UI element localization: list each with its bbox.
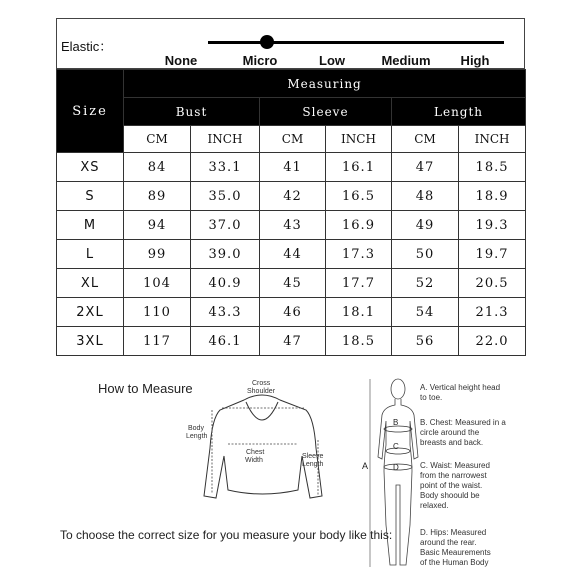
table-row [57,327,526,356]
shirt-outline [204,395,322,498]
measurement-cell: 20.5 [459,269,526,298]
measurement-cell: 33.1 [191,153,260,182]
body-length-label-2: Length [186,433,208,440]
measurement-cell: 41 [260,153,326,182]
measurement-cell: 43 [260,211,326,240]
sleeve-length-label-2: Length [302,461,324,468]
size-column-header: Size [57,70,124,153]
measurement-cell: 16.9 [326,211,392,240]
measurement-cell: 54 [392,298,459,327]
measurement-cell: 44 [260,240,326,269]
sleeve-length-label-1: Sleeve [302,453,324,460]
measurement-cell: 18.5 [326,327,392,356]
size-chart-table [56,69,526,356]
sleeve-header: Sleeve [260,98,392,126]
elastic-option-low: Low [319,53,345,68]
garment-diagram [182,378,342,518]
size-cell: S [57,182,124,211]
measurement-cell: 37.0 [191,211,260,240]
measurement-cell: 19.3 [459,211,526,240]
elastic-label: Elastic： [61,39,113,54]
body-length-label-1: Body [188,425,204,432]
bust-header: Bust [124,98,260,126]
elastic-panel [56,18,525,69]
note-chest: B. Chest: Measured in a circle around the breasts and back. [420,418,506,447]
measurement-cell: 84 [124,153,191,182]
measurement-cell: 47 [260,327,326,356]
note-hips: D. Hips: Measured around the rear. Basic Meaurements of the Human Body [420,528,491,567]
size-cell: M [57,211,124,240]
neckline [246,402,278,420]
unit-header: CM [124,126,191,153]
unit-header: CM [260,126,326,153]
measurement-cell: 46.1 [191,327,260,356]
measurement-cell: 47 [392,153,459,182]
table-row [57,269,526,298]
measurement-cell: 46 [260,298,326,327]
table-row [57,211,526,240]
measurement-cell: 110 [124,298,191,327]
size-cell: 2XL [57,298,124,327]
unit-header: INCH [191,126,260,153]
measurement-cell: 56 [392,327,459,356]
length-header: Length [392,98,526,126]
elastic-scale-line [208,41,504,44]
measurement-cell: 17.3 [326,240,392,269]
measurement-cell: 50 [392,240,459,269]
measurement-cell: 16.5 [326,182,392,211]
table-row [57,182,526,211]
measurement-cell: 48 [392,182,459,211]
measurement-cell: 39.0 [191,240,260,269]
figure-letter-a: A [362,461,369,471]
choose-size-instruction: To choose the correct size for you measure your body like this: [60,528,393,542]
figure-letter-d: D [393,463,399,472]
measurement-cell: 42 [260,182,326,211]
measurement-cell: 16.1 [326,153,392,182]
size-cell: XL [57,269,124,298]
measurement-cell: 18.5 [459,153,526,182]
elastic-level-marker [260,35,274,49]
note-height: A. Vertical height head to toe. [420,383,501,402]
elastic-option-high: High [460,53,490,68]
measurement-cell: 104 [124,269,191,298]
figure-letter-c: C [393,442,399,451]
measurement-cell: 45 [260,269,326,298]
unit-header: CM [392,126,459,153]
size-cell: L [57,240,124,269]
figure-letter-b: B [393,418,399,427]
measurement-cell: 49 [392,211,459,240]
measurement-cell: 94 [124,211,191,240]
chest-width-label-1: Chest [246,449,265,456]
measurement-cell: 18.1 [326,298,392,327]
unit-header: INCH [326,126,392,153]
measurement-cell: 40.9 [191,269,260,298]
table-row [57,240,526,269]
figure-head [391,379,405,399]
measurement-cell: 18.9 [459,182,526,211]
measurement-cell: 99 [124,240,191,269]
cross-shoulder-label-1: Cross [252,380,271,387]
measurement-cell: 21.3 [459,298,526,327]
how-to-measure-title: How to Measure [98,381,193,396]
measurement-cell: 52 [392,269,459,298]
measurement-cell: 35.0 [191,182,260,211]
measurement-cell: 43.3 [191,298,260,327]
elastic-option-medium: Medium [381,53,431,68]
measurement-cell: 89 [124,182,191,211]
chest-width-label-2: Width [245,457,263,464]
measurement-cell: 117 [124,327,191,356]
table-row [57,153,526,182]
size-cell: 3XL [57,327,124,356]
table-row [57,298,526,327]
note-waist: C. Waist: Measured from the narrowest point of the waist. Body shoould be relaxed. [420,461,490,510]
measurement-cell: 22.0 [459,327,526,356]
cross-shoulder-label-2: Shoulder [247,388,276,395]
measurement-cell: 19.7 [459,240,526,269]
size-rows [57,153,526,356]
elastic-option-micro: Micro [242,53,278,68]
measurement-cell: 17.7 [326,269,392,298]
size-cell: XS [57,153,124,182]
elastic-option-none: None [164,53,198,68]
measuring-header: Measuring [124,70,526,98]
unit-header: INCH [459,126,526,153]
